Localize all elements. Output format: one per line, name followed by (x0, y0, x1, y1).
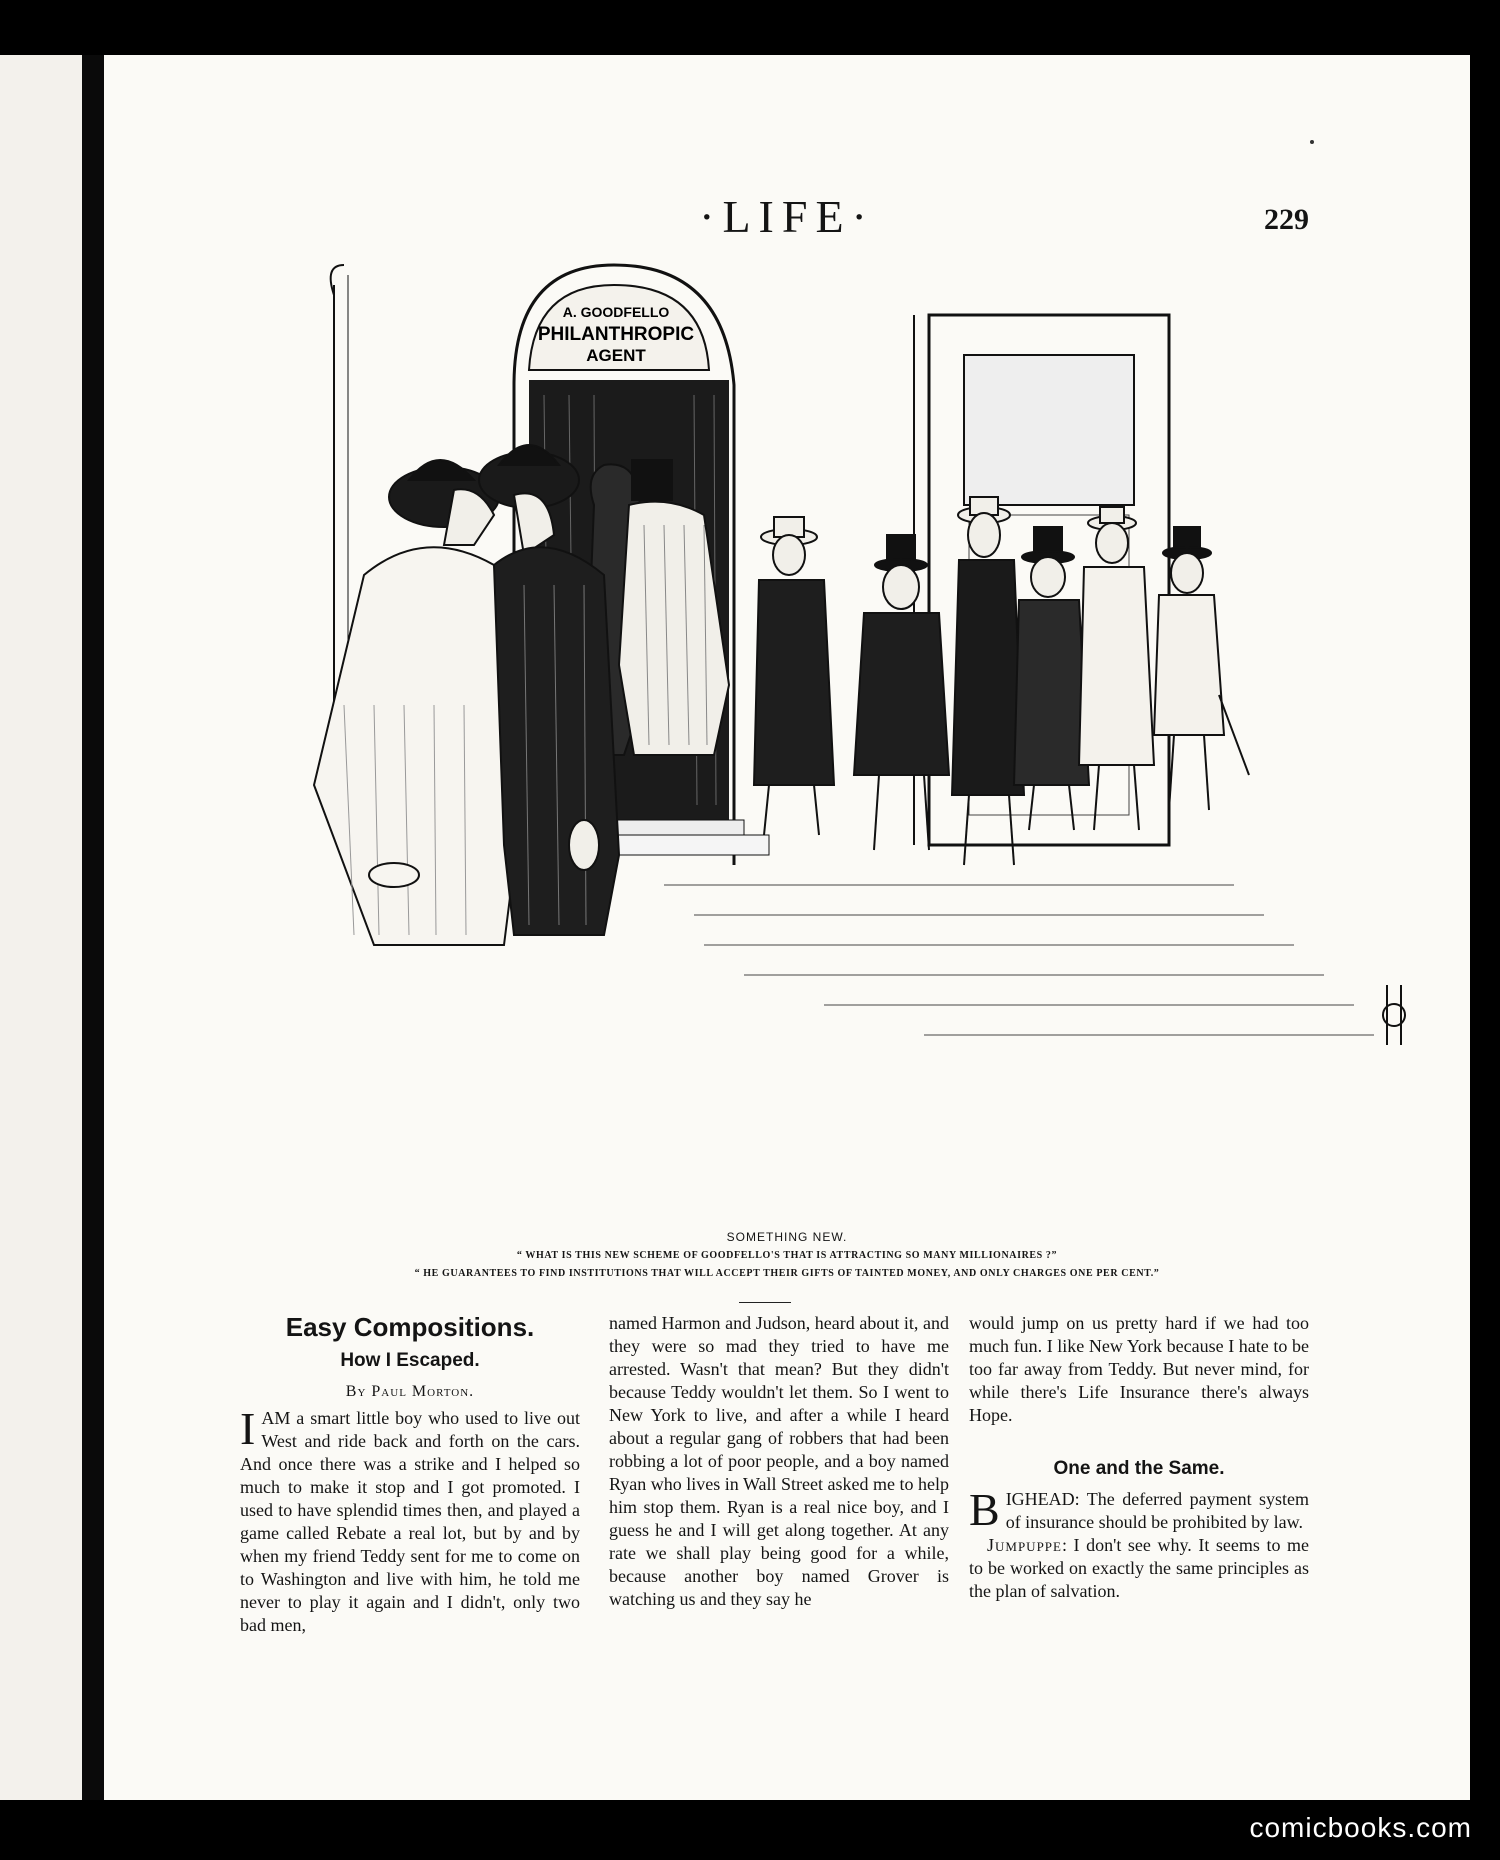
dialogue-jumpuppe (969, 1534, 1309, 1603)
article-body-text-1: AM a smart little boy who used to live out West and ride back and forth on the cars. And once there was a strike and I helped so much to make it stop and I got promoted. I used to have splendid times then, and played a game called Rebate a real lot, but by and by when my friend Teddy sent for me to come on to Washington and live with him, he told me never to play it again and I didn't, only two bad men, (240, 1408, 580, 1635)
man-2 (854, 535, 949, 850)
cartoon-illustration (224, 245, 1454, 1215)
article-body-part-3: would jump on us pretty hard if we had too much fun. I like New York because I hate to be too far away from Teddy. But never mind, for while there's Life Insurance there's always Hope. (969, 1313, 1309, 1425)
facing-page-edge (0, 55, 82, 1800)
column-2 (609, 1312, 949, 1611)
article-subtitle: How I Escaped. (340, 1350, 480, 1371)
dialogue-jumpuppe-text: : I don't see why. It seems to me to be worked on exactly the same principles as the plan of salvation. (969, 1535, 1309, 1601)
drop-cap: I (240, 1403, 256, 1454)
section-rule (739, 1302, 791, 1303)
article-title: Easy Compositions. (285, 1312, 535, 1342)
column-1 (240, 1312, 580, 1637)
caption-title: SOMETHING NEW. (726, 1230, 848, 1244)
second-article-title: One and the Same. (1053, 1458, 1225, 1479)
article-byline: By Paul Morton. (345, 1383, 475, 1400)
dialogue-bighead (969, 1484, 1309, 1535)
column-3 (969, 1312, 1309, 1603)
page-gutter (82, 55, 104, 1800)
sign-line-3: AGENT (586, 346, 646, 365)
article-body-part-2: named Harmon and Judson, heard about it, and they were so mad they tried to have me arrested. Wasn't that mean? But they didn't because Teddy wouldn't let them. So I went to New York to live, and after a while I heard about a regular gang of robbers that had been robbing a lot of poor people, and a boy named Ryan who lives in Wall Street asked me to help him stop them. Ryan is a real nice boy, and I guess he and I will get along together. At any rate we shall play being good for a while, because another boy named Grover is watching us and they say he (609, 1313, 949, 1609)
speaker-name: Jumpuppe (987, 1535, 1062, 1555)
sign-line-2: PHILANTHROPIC (537, 324, 695, 345)
dialogue-bighead-text: IGHEAD: The deferred payment system of insurance should be prohibited by law. (1005, 1489, 1309, 1532)
caption-question: “ WHAT IS THIS NEW SCHEME OF GOODFELLO'S THAT IS ATTRACTING SO MANY MILLIONAIRES ?” (516, 1250, 1058, 1261)
article-body-part-1 (240, 1403, 580, 1637)
drop-cap-b: B (969, 1484, 1000, 1535)
print-speck (1310, 140, 1314, 144)
man-1 (754, 517, 834, 835)
masthead: ·LIFE· (699, 191, 875, 242)
man-3 (952, 497, 1024, 865)
man-4 (1014, 527, 1089, 830)
sign-line-1: A. GOODFELLO (562, 304, 670, 320)
page-number: 229 (1264, 203, 1309, 236)
magazine-page (104, 55, 1470, 1800)
man-5 (1079, 507, 1154, 830)
site-watermark: comicbooks.com (1249, 1812, 1472, 1843)
caption-answer: “ HE GUARANTEES TO FIND INSTITUTIONS THAT WILL ACCEPT THEIR GIFTS OF TAINTED MONEY, AND ONLY CHARGES ONE PER CENT.” (414, 1268, 1160, 1279)
artist-monogram (1383, 985, 1405, 1045)
